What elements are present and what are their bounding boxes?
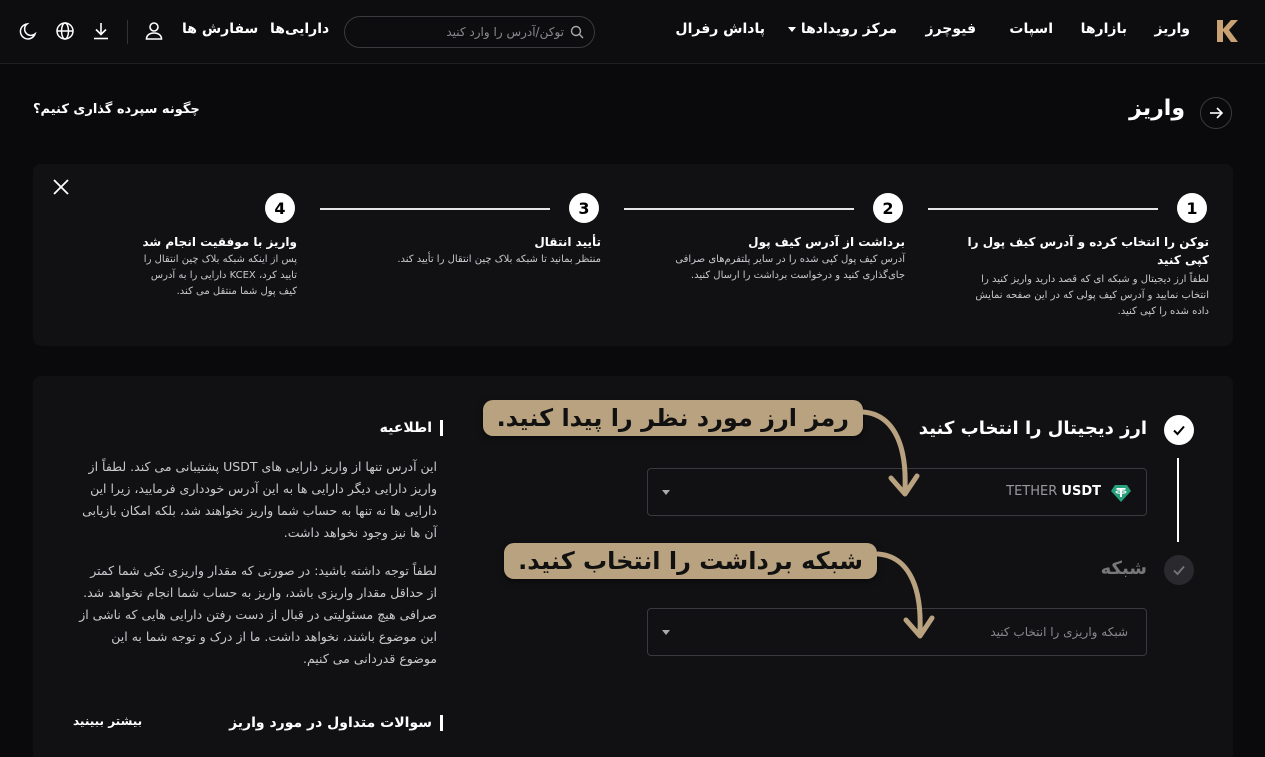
caret-down-icon [662, 490, 670, 495]
caret-down-icon [662, 630, 670, 635]
step-connector [928, 208, 1158, 210]
back-button[interactable] [1200, 97, 1232, 129]
network-placeholder: شبکه واریزی را انتخاب کنید [990, 625, 1128, 639]
see-more-link[interactable]: بیشتر ببینید [73, 714, 143, 728]
notice-paragraph: این آدرس تنها از واریز دارایی های USDT پشتیبانی می کند. لطفاً از واریز دارایی دیگر دارایی ها به این آدرس خودداری فرمایید، زیرا این دارایی ها نه تنها به حساب شما واریز نخواهند شد، بلکه امکان بازیابی آن ها نیز وجود نخواهد داشت. [82, 459, 437, 540]
nav-spot[interactable]: اسپات [1009, 21, 1053, 37]
step-description: آدرس کیف پول کپی شده را در سایر پلتفرم‌های صرافی جای‌گذاری کنید و درخواست برداشت را ارسال کنید. [675, 254, 905, 281]
nav-orders[interactable]: سفارش ها [182, 21, 259, 37]
search-input[interactable] [364, 25, 564, 39]
search-icon [570, 25, 584, 39]
notice-paragraph: لطفاً توجه داشته باشید: در صورتی که مقدار واریزی تکی شما کمتر از حداقل مقدار واریزی باشد، واریز به حساب شما انجام نخواهد شد. صرافی هیچ مسئولیتی در قبال از دست رفتن دارایی هایی که ناشی از این موضوع باشند، نخواهد داشت. ما از درک و توجه شما به این موضوع قدردانی می کنیم. [79, 563, 437, 666]
callout-select-network: شبکه برداشت را انتخاب کنید. [504, 543, 877, 579]
moon-icon[interactable] [18, 20, 40, 42]
notice-title: اطلاعیه [380, 420, 443, 436]
network-title: شبکه [1100, 558, 1147, 579]
download-icon[interactable] [90, 20, 112, 42]
search-box[interactable] [344, 16, 595, 48]
step-description: لطفاً ارز دیجیتال و شبکه ای که قصد دارید واریز کنید را انتخاب نمایید و آدرس کیف پولی که در این صفحه نمایش داده شده را کپی کنید. [975, 274, 1209, 317]
step-number: 2 [873, 193, 903, 223]
step-number: 3 [569, 193, 599, 223]
step-done-indicator [1164, 415, 1194, 445]
nav-futures[interactable]: فیوچرز [925, 21, 976, 37]
nav-referral[interactable]: پاداش رفرال [675, 21, 765, 37]
arrow-right-icon [1208, 105, 1224, 121]
nav-events[interactable] [788, 21, 897, 37]
step-title: واریز با موفقیت انجام شد [142, 235, 297, 249]
nav-assets[interactable]: دارایی‌ها [270, 21, 330, 37]
how-to-deposit-link[interactable]: چگونه سپرده گذاری کنیم؟ [33, 102, 200, 117]
check-icon [1171, 422, 1187, 438]
curved-arrow-icon [870, 546, 940, 646]
select-crypto-title: ارز دیجیتال را انتخاب کنید [918, 418, 1147, 439]
top-nav [0, 0, 1265, 64]
step-description: پس از اینکه شبکه بلاک چین انتقال را تایید کرد، KCEX دارایی را به آدرس کیف پول شما منتقل می کند. [143, 254, 297, 297]
token-name: TETHER [1006, 484, 1058, 499]
token-label [1006, 484, 1101, 499]
user-icon[interactable] [143, 20, 165, 42]
step-number: 1 [1177, 193, 1207, 223]
page-title: واریز [1129, 96, 1185, 121]
faq-title: سوالات متداول در مورد واریز [229, 715, 443, 731]
step-connector [624, 208, 854, 210]
step-title: توکن را انتخاب کرده و آدرس کیف پول را کپی کنید [967, 235, 1209, 267]
step-connector [320, 208, 550, 210]
logo-icon[interactable] [1214, 18, 1240, 44]
step-description: منتظر بمانید تا شبکه بلاک چین انتقال را تأیید کند. [397, 254, 601, 265]
globe-icon[interactable] [54, 20, 76, 42]
curved-arrow-icon [855, 404, 925, 504]
nav-markets[interactable]: بازارها [1080, 21, 1127, 37]
nav-events-label: مرکز رویدادها [800, 21, 897, 37]
step-progress-line [1177, 458, 1179, 542]
chevron-down-icon [788, 27, 796, 32]
callout-find-token: رمز ارز مورد نظر را پیدا کنید. [483, 400, 863, 436]
token-symbol: USDT [1061, 484, 1101, 499]
check-icon [1171, 562, 1187, 578]
nav-deposit[interactable]: واریز [1154, 21, 1190, 37]
close-icon[interactable] [52, 178, 70, 196]
tether-icon [1110, 482, 1132, 504]
step-pending-indicator [1164, 555, 1194, 585]
step-title: برداشت از آدرس کیف پول [748, 235, 905, 249]
step-title: تأیید انتقال [534, 235, 601, 249]
nav-divider [127, 20, 128, 44]
step-number: 4 [265, 193, 295, 223]
